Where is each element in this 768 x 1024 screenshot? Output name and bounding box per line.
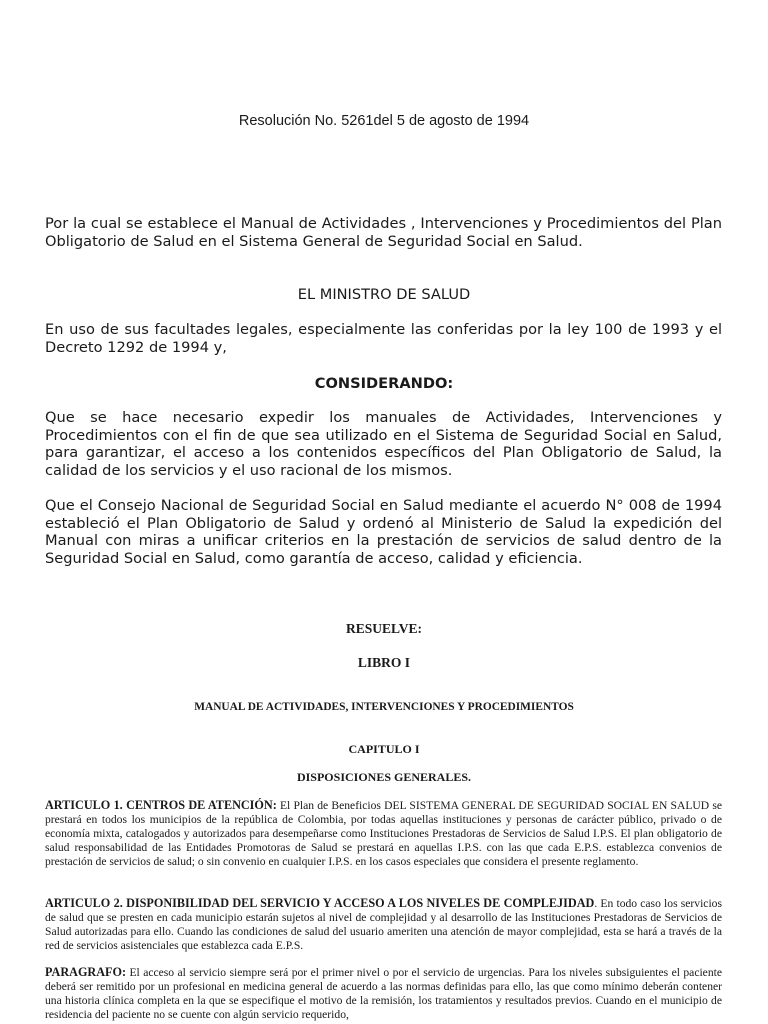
considerando-paragraph-1: Que se hace necesario expedir los manuales de Actividades, Intervenciones y Procedimientos con el fin de que sea utilizado en el Sistema de Seguridad Social en Salud, para garantizar, el acceso a los contenidos específicos del Plan Obligatorio de Salud, la calidad de los servicios y el uso racional de los mismos.: [45, 409, 722, 479]
minister-heading: EL MINISTRO DE SALUD: [297, 286, 471, 303]
facultades-paragraph: En uso de sus facultades legales, especialmente las conferidas por la ley 100 de 1993 y el Decreto 1292 de 1994 y,: [45, 321, 722, 356]
articulo-2-heading: ARTICULO 2. DISPONIBILIDAD DEL SERVICIO Y ACCESO A LOS NIVELES DE COMPLEJIDAD: [45, 896, 595, 910]
paragrafo: [45, 966, 722, 1022]
articulo-2-body: . En todo caso los servicios de salud que se presten en cada municipio estarán sujetos al nivel de complejidad y al desarrollo de las Instituciones Prestadoras de Servicios de Salud autorizadas para ello. Cuando las condiciones de salud del usuario ameriten una atención de mayor complejidad, esta se hará a través de la red de servicios asistenciales que establezca cada E.P.S.: [45, 897, 722, 952]
articulo-1-body: El Plan de Beneficios DEL SISTEMA GENERAL DE SEGURIDAD SOCIAL EN SALUD se prestará en todos los municipios de la república de Colombia, por todas aquellas instituciones y personas de carácter público, privado o de economía mixta, catalogados y autorizados para desempeñarse como Instituciones Prestadoras de Servicios de Salud I.P.S. El plan obligatorio de salud responsabilidad de las Entidades Promotoras de Salud se prestará en aquellas I.P.S. con las que cada E.P.S. establezca convenios de prestación de servicios de salud; o sin convenio en cualquier I.P.S. en los casos especiales que considera el presente reglamento.: [45, 799, 722, 868]
disposiciones-heading: DISPOSICIONES GENERALES.: [296, 770, 472, 784]
manual-title: MANUAL DE ACTIVIDADES, INTERVENCIONES Y PROCEDIMIENTOS: [194, 701, 574, 713]
libro-heading: LIBRO I: [357, 655, 411, 670]
resolution-title: Resolución No. 5261del 5 de agosto de 1994: [238, 113, 530, 129]
articulo-1: [45, 799, 722, 869]
paragrafo-heading: PARAGRAFO:: [45, 965, 127, 979]
considerando-paragraph-2: Que el Consejo Nacional de Seguridad Social en Salud mediante el acuerdo N° 008 de 1994 estableció el Plan Obligatorio de Salud y ordenó al Ministerio de Salud la expedición del Manual con miras a unificar criterios en la prestación de servicios de salud dentro de la Seguridad Social en Salud, como garantía de acceso, calidad y eficiencia.: [45, 497, 722, 567]
capitulo-heading: CAPITULO I: [348, 742, 420, 756]
articulo-2: [45, 897, 722, 953]
articulo-1-heading: ARTICULO 1. CENTROS DE ATENCIÓN:: [45, 798, 277, 812]
paragrafo-body: El acceso al servicio siempre será por el primer nivel o por el servicio de urgencias. Para los niveles subsiguientes el paciente deberá ser remitido por un profesional en medicina general de acuerdo a las normas definidas para ello, las que como mínimo deberán contener una historia clínica completa en la que se especifique el motivo de la remisión, los tratamientos y resultados previos. Cuando en el municipio de residencia del paciente no se cuente con algún servicio requerido,: [45, 966, 722, 1021]
intro-paragraph: Por la cual se establece el Manual de Actividades , Intervenciones y Procedimientos del Plan Obligatorio de Salud en el Sistema General de Seguridad Social en Salud.: [45, 215, 722, 250]
considerando-heading: CONSIDERANDO:: [314, 375, 454, 392]
resuelve-heading: RESUELVE:: [345, 621, 423, 636]
